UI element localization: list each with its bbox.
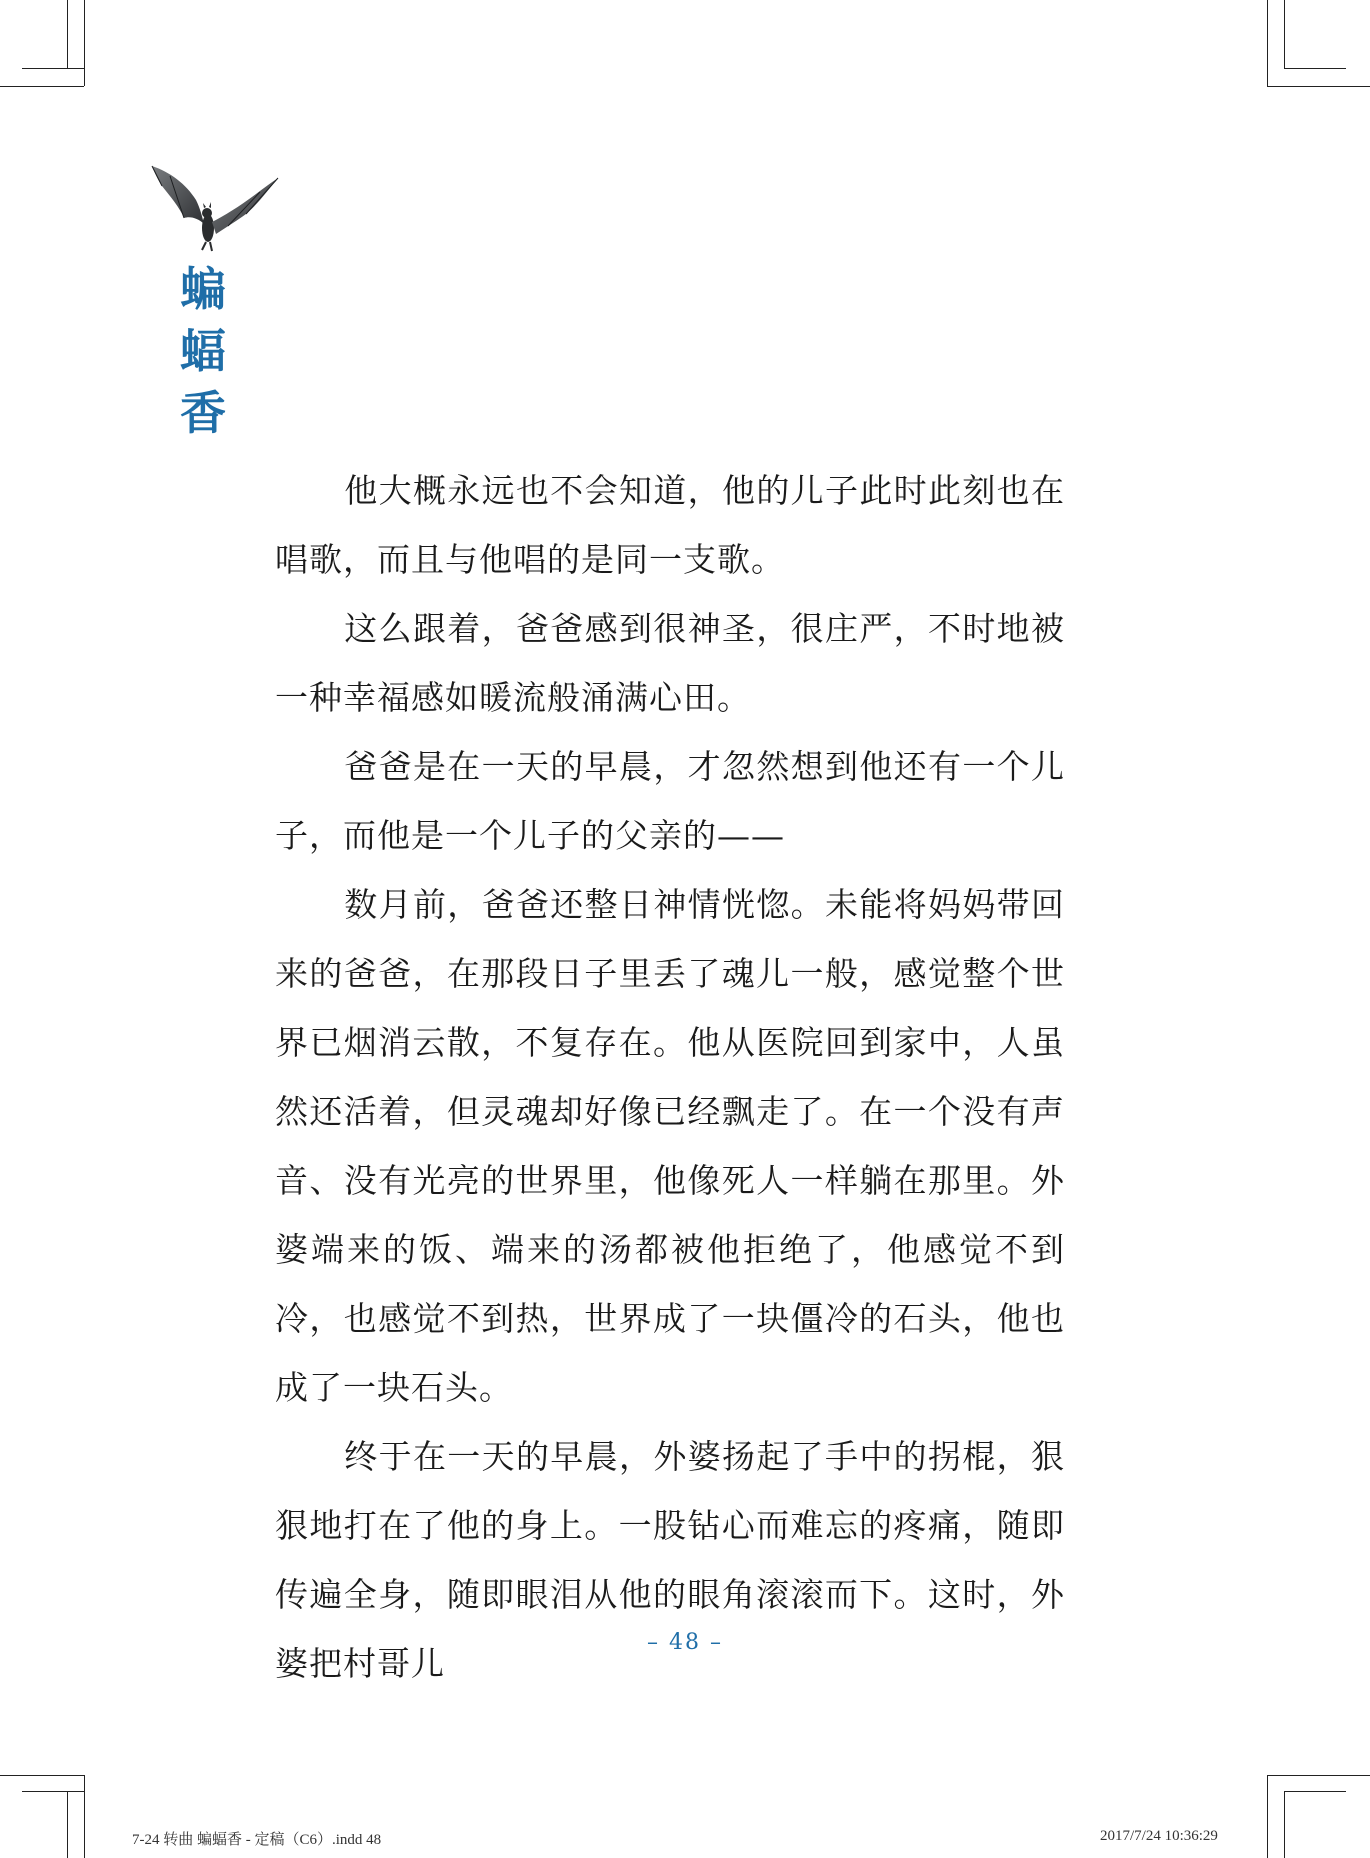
crop-mark xyxy=(67,1791,68,1858)
print-slug-timestamp: 2017/7/24 10:36:29 xyxy=(1100,1828,1218,1844)
crop-mark xyxy=(22,68,84,69)
paragraph: 爸爸是在一天的早晨，才忽然想到他还有一个儿子，而他是一个儿子的父亲的—— xyxy=(275,747,1065,855)
book-title-char: 蝠 xyxy=(180,324,226,378)
crop-mark xyxy=(0,1775,84,1776)
book-title xyxy=(168,258,238,444)
paragraph: 他大概永远也不会知道，他的儿子此时此刻也在唱歌，而且与他唱的是同一支歌。 xyxy=(275,471,1065,579)
bat-icon xyxy=(140,150,290,260)
crop-mark xyxy=(67,0,68,68)
crop-mark xyxy=(1267,0,1268,86)
paragraph: 数月前，爸爸还整日神情恍惚。未能将妈妈带回来的爸爸，在那段日子里丢了魂儿一般，感觉整个世界已烟消云散，不复存在。他从医院回到家中，人虽然还活着，但灵魂却好像已经飘走了。在一个没有声音、没有光亮的世界里，他像死人一样躺在那里。外婆端来的饭、端来的汤都被他拒绝了，他感觉不到冷，也感觉不到热，世界成了一块僵冷的石头，他也成了一块石头。 xyxy=(275,885,1065,1407)
book-title-char: 蝙 xyxy=(180,262,226,316)
print-slug-filename: 7-24 转曲 蝙蝠香 - 定稿（C6）.indd 48 xyxy=(132,1832,382,1848)
crop-mark xyxy=(84,0,85,86)
crop-mark xyxy=(1284,1791,1285,1858)
crop-mark xyxy=(1267,86,1370,87)
crop-mark xyxy=(1267,1775,1370,1776)
book-title-char: 香 xyxy=(180,386,226,440)
crop-mark xyxy=(1284,1791,1346,1792)
crop-mark xyxy=(1284,68,1346,69)
paragraph: 终于在一天的早晨，外婆扬起了手中的拐棍，狠狠地打在了他的身上。一股钻心而难忘的疼痛，随即传遍全身，随即眼泪从他的眼角滚滚而下。这时，外婆把村哥儿 xyxy=(275,1437,1065,1683)
body-text xyxy=(275,456,1065,1698)
crop-mark xyxy=(1284,0,1285,68)
crop-mark xyxy=(84,1775,85,1858)
crop-mark xyxy=(0,86,84,87)
crop-mark xyxy=(1267,1775,1268,1858)
crop-mark xyxy=(22,1791,84,1792)
paragraph: 这么跟着，爸爸感到很神圣，很庄严，不时地被一种幸福感如暖流般涌满心田。 xyxy=(275,609,1065,717)
page-number: – 48 – xyxy=(647,1630,723,1655)
